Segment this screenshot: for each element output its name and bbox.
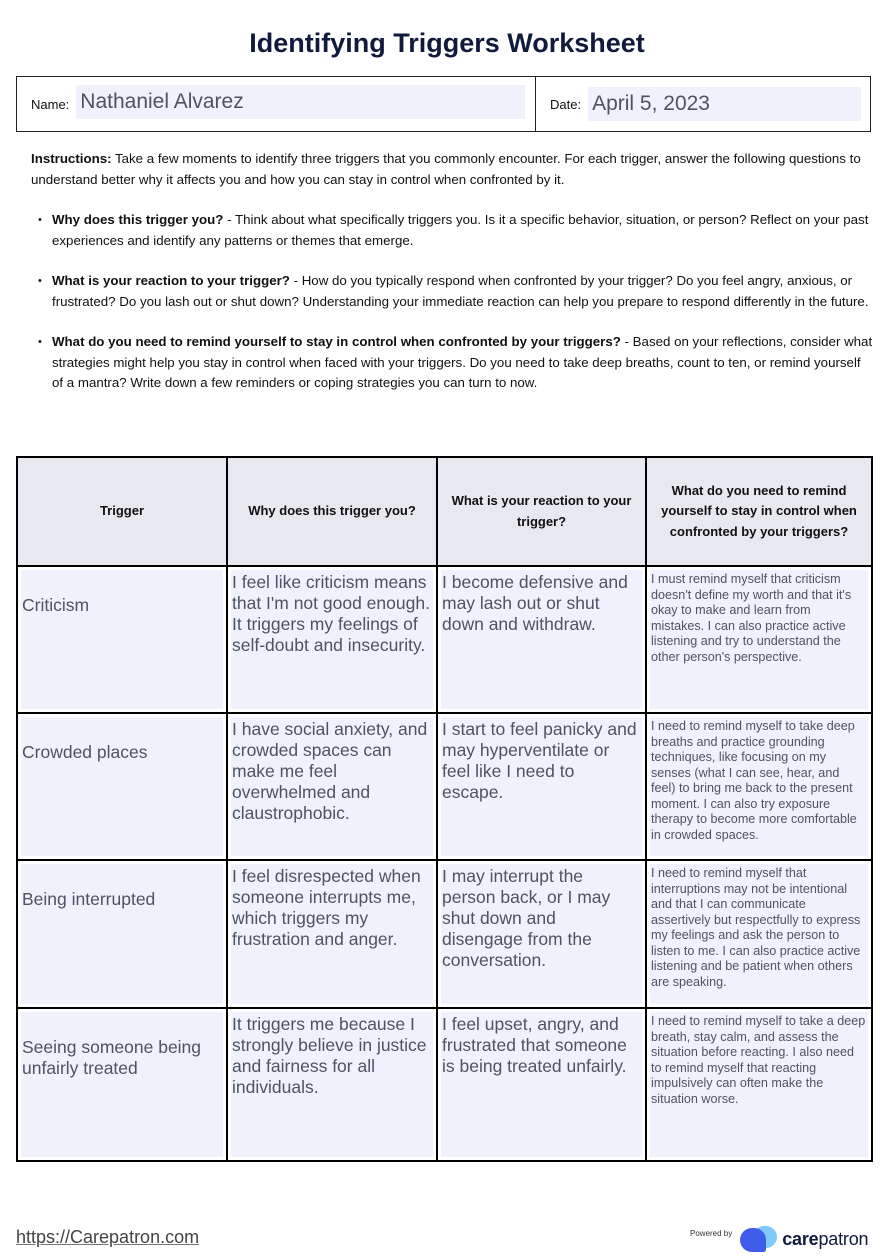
name-field[interactable]: Nathaniel Alvarez <box>76 85 525 119</box>
bullet-item <box>38 271 874 312</box>
table-row <box>17 713 872 860</box>
table-row <box>17 1008 872 1161</box>
date-cell <box>536 77 870 131</box>
name-label: Name: <box>31 96 70 112</box>
trigger-cell <box>17 566 227 713</box>
reminder-cell <box>646 713 872 860</box>
trigger-field[interactable]: Seeing someone being unfairly treated <box>21 1012 223 1157</box>
reaction-cell <box>437 860 646 1008</box>
reminder-cell <box>646 566 872 713</box>
reminder-field[interactable]: I need to remind myself that interruptions may not be intentional and that I can communicate assertively but respectfully to express my feelings and ask the person to listen to me. I can also practice active listening and be patient when others are speaking. <box>650 864 868 1004</box>
bullet-heading: Why does this trigger you? <box>52 212 224 227</box>
why-cell <box>227 566 437 713</box>
why-field[interactable]: I feel disrespected when someone interrupts me, which triggers my frustration and anger. <box>231 864 433 1004</box>
instructions-lead: Instructions: <box>31 151 112 166</box>
reaction-cell <box>437 713 646 860</box>
reminder-cell <box>646 1008 872 1161</box>
table-row <box>17 860 872 1008</box>
triggers-table <box>16 456 873 1162</box>
reaction-field[interactable]: I become defensive and may lash out or shut down and withdraw. <box>441 570 642 709</box>
reminder-field[interactable]: I must remind myself that criticism doesn't define my worth and that it's okay to make and learn from mistakes. I can also practice active listening and try to understand the other person's perspective. <box>650 570 868 709</box>
bullet-text: - How do you typically respond when confronted by your trigger? Do you feel angry, anxious, or frustrated? Do you lash out or shut down? Understanding your immediate reaction can help you prepare to respond differently in the future. <box>52 273 869 309</box>
trigger-field[interactable]: Being interrupted <box>21 864 223 1004</box>
wordmark-bold: care <box>782 1228 819 1249</box>
reminder-cell <box>646 860 872 1008</box>
why-cell <box>227 860 437 1008</box>
trigger-cell <box>17 713 227 860</box>
why-cell <box>227 1008 437 1161</box>
powered-by-label: Powered by <box>690 1228 733 1238</box>
carepatron-logo-icon <box>740 1226 778 1252</box>
trigger-cell <box>17 1008 227 1161</box>
trigger-field[interactable]: Criticism <box>21 570 223 709</box>
table-header-row <box>17 457 872 566</box>
bullet-heading: What is your reaction to your trigger? <box>52 273 290 288</box>
page-title: Identifying Triggers Worksheet <box>249 28 645 58</box>
carepatron-link[interactable]: https://Carepatron.com <box>16 1227 200 1247</box>
reminder-field[interactable]: I need to remind myself to take a deep breath, stay calm, and assess the situation before reacting. I also need to remind myself that reacting impulsively can often make the situation worse. <box>650 1012 868 1157</box>
bullet-text: - Based on your reflections, consider what strategies might help you stay in control when faced with your triggers. Do you need to take deep breaths, count to ten, or remind yourself of a mantra? Write down a few reminders or coping strategies you can turn to now. <box>52 334 873 390</box>
instructions-text: Take a few moments to identify three triggers that you commonly encounter. For each trigger, answer the following questions to understand better why it affects you and how you can stay in control when confronted by it. <box>31 151 861 187</box>
bullet-item <box>38 332 874 394</box>
reaction-field[interactable]: I feel upset, angry, and frustrated that someone is being treated unfairly. <box>441 1012 642 1157</box>
instructions-bullet-list <box>38 210 874 414</box>
reaction-cell <box>437 566 646 713</box>
date-label: Date: <box>550 96 582 112</box>
column-header-trigger: Trigger <box>17 457 227 566</box>
why-cell <box>227 713 437 860</box>
column-header-reminder: What do you need to remind yourself to stay in control when confronted by your triggers? <box>646 457 872 566</box>
bullet-heading: What do you need to remind yourself to stay in control when confronted by your triggers? <box>52 334 621 349</box>
trigger-cell <box>17 860 227 1008</box>
wordmark-rest: patron <box>818 1228 869 1249</box>
why-field[interactable]: I have social anxiety, and crowded spaces can make me feel overwhelmed and claustrophobic. <box>231 717 433 856</box>
carepatron-wordmark <box>782 1229 868 1250</box>
header-fields-box <box>16 76 871 132</box>
trigger-field[interactable]: Crowded places <box>21 717 223 856</box>
bullet-text: - Think about what specifically triggers you. Is it a specific behavior, situation, or person? Reflect on your past experiences and identify any patterns or themes that emerge. <box>52 212 869 248</box>
date-field[interactable]: April 5, 2023 <box>588 87 861 121</box>
reaction-field[interactable]: I start to feel panicky and may hyperventilate or feel like I need to escape. <box>441 717 642 856</box>
instructions-paragraph <box>31 149 871 190</box>
reaction-cell <box>437 1008 646 1161</box>
powered-by-badge <box>690 1226 868 1252</box>
column-header-reaction: What is your reaction to your trigger? <box>437 457 646 566</box>
reminder-field[interactable]: I need to remind myself to take deep breaths and practice grounding techniques, like focusing on my senses (what I can see, hear, and feel) to bring me back to the present moment. I can also try exposure therapy to become more comfortable in crowded spaces. <box>650 717 868 856</box>
name-cell <box>17 77 536 131</box>
reaction-field[interactable]: I may interrupt the person back, or I may shut down and disengage from the conversation. <box>441 864 642 1004</box>
table-row <box>17 566 872 713</box>
column-header-why: Why does this trigger you? <box>227 457 437 566</box>
why-field[interactable]: It triggers me because I strongly believe in justice and fairness for all individuals. <box>231 1012 433 1157</box>
why-field[interactable]: I feel like criticism means that I'm not good enough. It triggers my feelings of self-doubt and insecurity. <box>231 570 433 709</box>
bullet-item <box>38 210 874 251</box>
